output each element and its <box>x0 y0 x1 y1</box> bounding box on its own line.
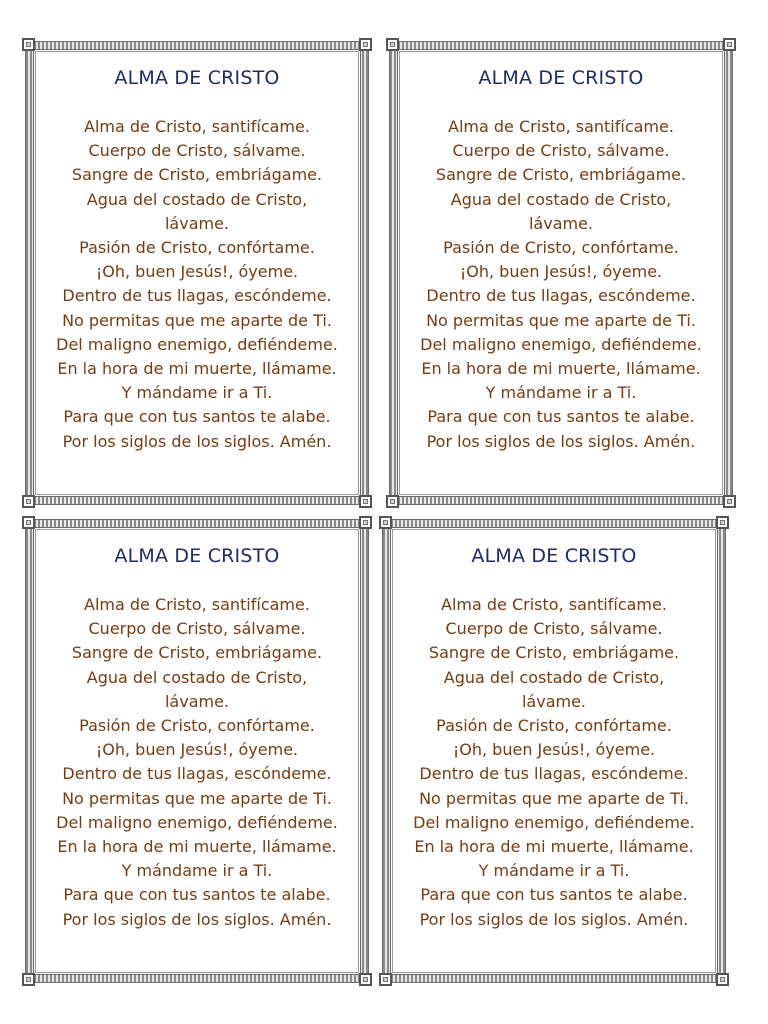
corner-ornament-icon <box>359 495 372 508</box>
prayer-line: Agua del costado de Cristo, <box>86 189 308 209</box>
card-title: ALMA DE CRISTO <box>114 545 280 567</box>
prayer-line: Y mándame ir a Ti. <box>485 383 637 403</box>
corner-ornament-icon <box>386 38 399 51</box>
prayer-line: Del maligno enemigo, defiéndeme. <box>56 334 338 354</box>
prayer-line: Sangre de Cristo, embriágame. <box>71 643 323 663</box>
prayer-card-1 <box>26 42 368 504</box>
corner-ornament-icon <box>359 973 372 986</box>
prayer-line: Y mándame ir a Ti. <box>121 861 273 881</box>
prayer-line: En la hora de mi muerte, llámame. <box>414 837 694 857</box>
prayer-line: En la hora de mi muerte, llámame. <box>57 837 337 857</box>
corner-ornament-icon <box>22 516 35 529</box>
prayer-line: ¡Oh, buen Jesús!, óyeme. <box>95 740 299 760</box>
prayer-line: Para que con tus santos te alabe. <box>427 407 695 427</box>
prayer-line: lávame. <box>528 213 594 233</box>
prayer-line: Alma de Cristo, santifícame. <box>448 117 674 136</box>
prayer-line: Del maligno enemigo, defiéndeme. <box>420 334 702 354</box>
prayer-line: lávame. <box>164 691 230 711</box>
prayer-line: Agua del costado de Cristo, <box>450 189 672 209</box>
prayer-line: En la hora de mi muerte, llámame. <box>57 359 337 379</box>
prayer-line: Sangre de Cristo, embriágame. <box>435 165 687 185</box>
card-content <box>393 540 715 932</box>
prayer-line: Cuerpo de Cristo, sálvame. <box>88 619 306 639</box>
prayer-line: En la hora de mi muerte, llámame. <box>421 359 701 379</box>
prayer-line: Para que con tus santos te alabe. <box>63 885 331 905</box>
card-title: ALMA DE CRISTO <box>114 67 280 89</box>
prayer-line: Pasión de Cristo, confórtame. <box>443 238 679 258</box>
prayer-line: Pasión de Cristo, confórtame. <box>79 238 315 258</box>
corner-ornament-icon <box>716 973 729 986</box>
card-title: ALMA DE CRISTO <box>471 545 637 567</box>
corner-ornament-icon <box>723 38 736 51</box>
prayer-line: Cuerpo de Cristo, sálvame. <box>452 141 670 161</box>
prayer-line: Dentro de tus llagas, escóndeme. <box>62 764 332 784</box>
prayer-line: ¡Oh, buen Jesús!, óyeme. <box>452 740 656 760</box>
prayer-line: No permitas que me aparte de Ti. <box>62 310 332 330</box>
prayer-line: Por los siglos de los siglos. Amén. <box>62 909 332 929</box>
prayer-line: Y mándame ir a Ti. <box>121 383 273 403</box>
prayer-line: Pasión de Cristo, confórtame. <box>79 716 315 736</box>
prayer-line: lávame. <box>521 691 587 711</box>
prayer-line: Sangre de Cristo, embriágame. <box>428 643 680 663</box>
prayer-line: Dentro de tus llagas, escóndeme. <box>62 286 332 306</box>
corner-ornament-icon <box>22 495 35 508</box>
prayer-card-4 <box>383 520 725 982</box>
prayer-line: Sangre de Cristo, embriágame. <box>71 165 323 185</box>
prayer-line: ¡Oh, buen Jesús!, óyeme. <box>95 262 299 282</box>
corner-ornament-icon <box>22 973 35 986</box>
corner-ornament-icon <box>379 516 392 529</box>
prayer-text <box>400 115 722 454</box>
prayer-card-3 <box>26 520 368 982</box>
corner-ornament-icon <box>22 38 35 51</box>
prayer-line: No permitas que me aparte de Ti. <box>426 310 696 330</box>
prayer-line: No permitas que me aparte de Ti. <box>62 788 332 808</box>
prayer-line: lávame. <box>164 213 230 233</box>
prayer-line: Dentro de tus llagas, escóndeme. <box>426 286 696 306</box>
corner-ornament-icon <box>379 973 392 986</box>
prayer-line: Para que con tus santos te alabe. <box>420 885 688 905</box>
prayer-line: Por los siglos de los siglos. Amén. <box>62 431 332 451</box>
prayer-line: Y mándame ir a Ti. <box>478 861 630 881</box>
prayer-card-2 <box>390 42 732 504</box>
prayer-line: Agua del costado de Cristo, <box>86 667 308 687</box>
prayer-line: Por los siglos de los siglos. Amén. <box>419 909 689 929</box>
prayer-line: Cuerpo de Cristo, sálvame. <box>88 141 306 161</box>
prayer-line: No permitas que me aparte de Ti. <box>419 788 689 808</box>
prayer-line: Agua del costado de Cristo, <box>443 667 665 687</box>
prayer-text <box>393 593 715 932</box>
prayer-text <box>36 593 358 932</box>
prayer-line: Dentro de tus llagas, escóndeme. <box>419 764 689 784</box>
prayer-line: Cuerpo de Cristo, sálvame. <box>445 619 663 639</box>
prayer-line: Alma de Cristo, santifícame. <box>441 595 667 614</box>
corner-ornament-icon <box>716 516 729 529</box>
corner-ornament-icon <box>723 495 736 508</box>
prayer-line: Para que con tus santos te alabe. <box>63 407 331 427</box>
card-content <box>36 62 358 454</box>
prayer-line: Por los siglos de los siglos. Amén. <box>426 431 696 451</box>
prayer-line: Alma de Cristo, santifícame. <box>84 595 310 614</box>
card-content <box>400 62 722 454</box>
corner-ornament-icon <box>386 495 399 508</box>
prayer-line: ¡Oh, buen Jesús!, óyeme. <box>459 262 663 282</box>
prayer-text <box>36 115 358 454</box>
prayer-line: Del maligno enemigo, defiéndeme. <box>413 812 695 832</box>
prayer-line: Alma de Cristo, santifícame. <box>84 117 310 136</box>
prayer-line: Del maligno enemigo, defiéndeme. <box>56 812 338 832</box>
card-title: ALMA DE CRISTO <box>478 67 644 89</box>
card-content <box>36 540 358 932</box>
corner-ornament-icon <box>359 516 372 529</box>
corner-ornament-icon <box>359 38 372 51</box>
prayer-line: Pasión de Cristo, confórtame. <box>436 716 672 736</box>
